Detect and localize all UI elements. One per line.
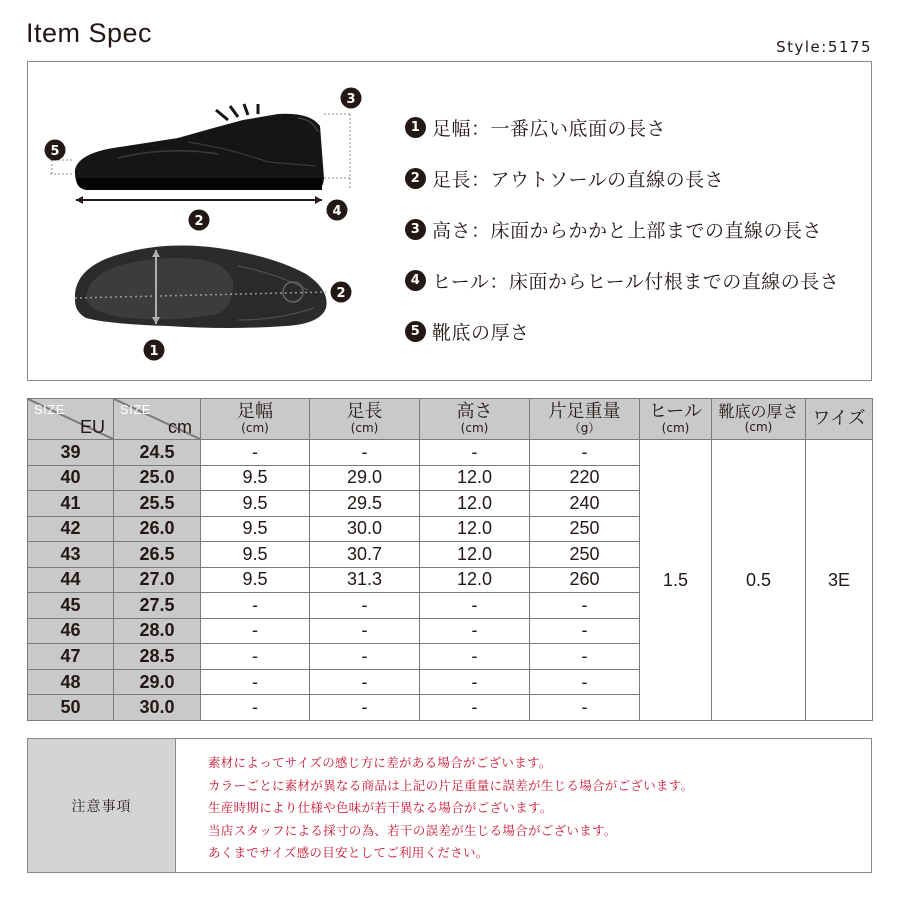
- merged-heel: 1.5: [640, 440, 712, 721]
- cell-width: 9.5: [201, 491, 310, 517]
- header-wise: ワイズ: [806, 399, 873, 440]
- eu-label: EU: [79, 417, 105, 438]
- svg-text:5: 5: [50, 144, 60, 159]
- svg-text:4: 4: [332, 204, 342, 219]
- cell-cm: 28.0: [114, 618, 201, 644]
- cell-width: 9.5: [201, 567, 310, 593]
- marker-3: [341, 88, 362, 109]
- shoe-side-view-icon: [75, 104, 324, 190]
- cell-width: 9.5: [201, 516, 310, 542]
- notes-list: [176, 739, 693, 872]
- cell-length: -: [310, 669, 420, 695]
- size-cm-header: [114, 399, 201, 440]
- note-line: カラーごとに素材が異なる商品は上記の片足重量に誤差が生じる場合がございます。: [208, 777, 694, 793]
- header-heel: ヒール (cm): [640, 399, 712, 440]
- cell-weight: -: [530, 695, 640, 721]
- marker-2-sole: [331, 282, 352, 303]
- size-eu-header: [28, 399, 114, 440]
- legend-text: 靴底の厚さ: [432, 322, 530, 344]
- number-4-icon: 4: [405, 270, 426, 291]
- cell-cm: 24.5: [114, 440, 201, 466]
- cell-width: -: [201, 695, 310, 721]
- merged-sole-thickness: 0.5: [712, 440, 806, 721]
- legend-text: 足幅：一番広い底面の長さ: [432, 118, 667, 140]
- number-5-icon: 5: [405, 321, 426, 342]
- cell-weight: 250: [530, 542, 640, 568]
- cell-eu: 41: [28, 491, 114, 517]
- cell-weight: 260: [530, 567, 640, 593]
- cell-width: 9.5: [201, 542, 310, 568]
- cell-weight: 250: [530, 516, 640, 542]
- cm-label: cm: [168, 417, 192, 438]
- legend-item-height: [405, 204, 839, 255]
- merged-wise: 3E: [806, 440, 873, 721]
- cell-eu: 45: [28, 593, 114, 619]
- table-row: [28, 440, 873, 466]
- cell-width: -: [201, 618, 310, 644]
- cell-weight: -: [530, 440, 640, 466]
- cell-eu: 48: [28, 669, 114, 695]
- legend-item-heel: [405, 255, 839, 306]
- svg-text:2: 2: [336, 286, 346, 301]
- number-3-icon: 3: [405, 219, 426, 240]
- cell-cm: 26.0: [114, 516, 201, 542]
- cell-eu: 46: [28, 618, 114, 644]
- cell-eu: 40: [28, 465, 114, 491]
- svg-text:2: 2: [194, 214, 204, 229]
- cell-cm: 29.0: [114, 669, 201, 695]
- cell-eu: 43: [28, 542, 114, 568]
- cell-eu: 42: [28, 516, 114, 542]
- marker-4: [327, 200, 348, 221]
- cell-eu: 39: [28, 440, 114, 466]
- cell-height: -: [420, 440, 530, 466]
- cell-height: 12.0: [420, 516, 530, 542]
- note-line: 素材によってサイズの感じ方に差がある場合がございます。: [208, 755, 552, 770]
- legend-text: ヒール：床面からヒール付根までの直線の長さ: [432, 271, 840, 293]
- cell-height: -: [420, 644, 530, 670]
- size-table-body: [28, 440, 873, 721]
- cell-eu: 50: [28, 695, 114, 721]
- cell-height: 12.0: [420, 567, 530, 593]
- shoe-sole-view-icon: [75, 246, 327, 328]
- marker-2-side: [189, 210, 210, 231]
- cell-weight: -: [530, 644, 640, 670]
- cell-height: -: [420, 593, 530, 619]
- cell-length: 30.7: [310, 542, 420, 568]
- legend-item-sole-thickness: [405, 306, 839, 357]
- marker-1: [144, 340, 165, 361]
- cell-cm: 26.5: [114, 542, 201, 568]
- cell-length: 30.0: [310, 516, 420, 542]
- style-code: Style:5175: [776, 38, 872, 56]
- cell-height: -: [420, 669, 530, 695]
- notes-panel: [27, 738, 872, 873]
- marker-5: [45, 140, 66, 161]
- legend-text: 足長：アウトソールの直線の長さ: [432, 169, 725, 191]
- cell-cm: 27.0: [114, 567, 201, 593]
- measurement-legend: [405, 102, 839, 357]
- cell-height: 12.0: [420, 465, 530, 491]
- size-table: [27, 398, 873, 721]
- size-tag: SIZE: [120, 402, 151, 417]
- cell-length: -: [310, 644, 420, 670]
- cell-cm: 25.5: [114, 491, 201, 517]
- number-2-icon: 2: [405, 168, 426, 189]
- cell-length: 29.5: [310, 491, 420, 517]
- note-line: 当店スタッフによる採寸の為、若干の誤差が生じる場合がございます。: [208, 822, 617, 838]
- header-weight: 片足重量 （g）: [530, 399, 640, 440]
- legend-text: 高さ：床面からかかと上部までの直線の長さ: [432, 220, 823, 242]
- svg-text:1: 1: [149, 344, 159, 359]
- legend-item-foot-length: [405, 153, 839, 204]
- header-foot-width: 足幅 (cm): [201, 399, 310, 440]
- notes-label: 注意事項: [28, 739, 176, 872]
- cell-cm: 25.0: [114, 465, 201, 491]
- cell-width: -: [201, 669, 310, 695]
- page-title: Item Spec: [26, 18, 153, 48]
- size-tag: SIZE: [34, 402, 65, 417]
- cell-width: 9.5: [201, 465, 310, 491]
- cell-weight: 220: [530, 465, 640, 491]
- cell-length: 29.0: [310, 465, 420, 491]
- header-height: 高さ (cm): [420, 399, 530, 440]
- spec-diagram-panel: [27, 61, 872, 381]
- cell-width: -: [201, 593, 310, 619]
- cell-length: 31.3: [310, 567, 420, 593]
- header-sole-thickness: 靴底の厚さ (cm): [712, 399, 806, 440]
- cell-height: 12.0: [420, 542, 530, 568]
- cell-width: -: [201, 644, 310, 670]
- cell-eu: 47: [28, 644, 114, 670]
- cell-eu: 44: [28, 567, 114, 593]
- svg-text:3: 3: [346, 92, 356, 107]
- cell-length: -: [310, 440, 420, 466]
- cell-weight: -: [530, 618, 640, 644]
- cell-length: -: [310, 695, 420, 721]
- cell-cm: 28.5: [114, 644, 201, 670]
- cell-weight: -: [530, 593, 640, 619]
- cell-cm: 30.0: [114, 695, 201, 721]
- cell-height: -: [420, 695, 530, 721]
- shoe-diagram: [28, 62, 373, 380]
- cell-height: 12.0: [420, 491, 530, 517]
- cell-length: -: [310, 618, 420, 644]
- header-foot-length: 足長 (cm): [310, 399, 420, 440]
- cell-weight: 240: [530, 491, 640, 517]
- number-1-icon: 1: [405, 117, 426, 138]
- legend-item-foot-width: [405, 102, 839, 153]
- cell-width: -: [201, 440, 310, 466]
- note-line: 生産時期により仕様や色味が若干異なる場合がございます。: [208, 800, 553, 816]
- note-line: あくまでサイズ感の目安としてご利用ください。: [208, 845, 489, 861]
- cell-length: -: [310, 593, 420, 619]
- cell-weight: -: [530, 669, 640, 695]
- cell-cm: 27.5: [114, 593, 201, 619]
- cell-height: -: [420, 618, 530, 644]
